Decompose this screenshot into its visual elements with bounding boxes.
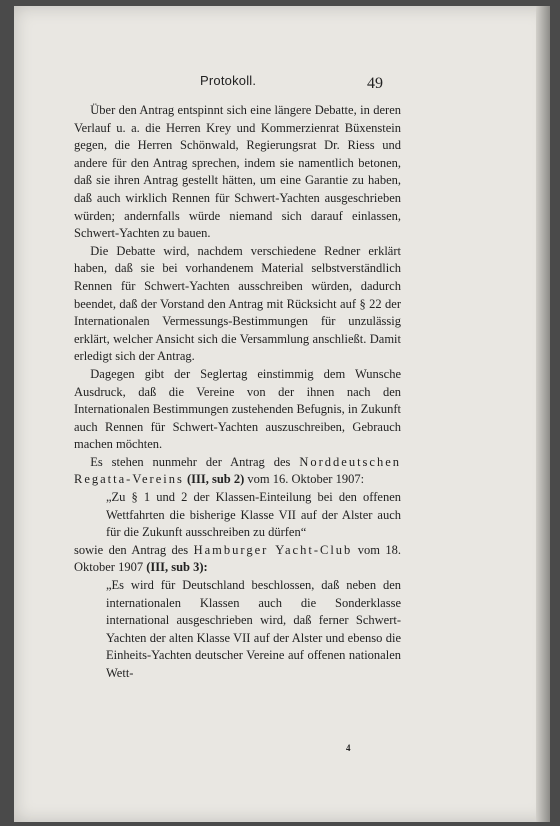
page-edge-shadow bbox=[536, 6, 550, 822]
book-page bbox=[14, 6, 550, 822]
paragraph-next-motion bbox=[74, 454, 401, 489]
body-text bbox=[74, 102, 401, 683]
club-name-nrv: Norddeutschen Regatta-Vereins bbox=[74, 454, 402, 487]
p5-pre: sowie den Antrag des bbox=[74, 542, 189, 557]
club-name-hyc: Hamburger Yacht-Club bbox=[193, 542, 353, 557]
running-head: Protokoll. bbox=[200, 73, 257, 88]
paragraph-wish: Dagegen gibt der Seglertag einstimmig dem Wunsche Ausdruck, daß die Vereine von der ihnen nach den Internationalen Bestimmungen zustehenden Befugnis, in Zukunft auch Rennen für Schwert-Yachten auszuschreiben, Gebrauch machen möchten. bbox=[74, 366, 402, 452]
paragraph-debate: Über den Antrag entspinnt sich eine längere Debatte, in deren Verlauf u. a. die Herren Krey und Kommerzienrat Büxenstein gegen, die Herren Schönwald, Regierungsrat Dr. Riess und andere für den Antrag sprechen, indem sie namentlich betonen, daß sie ihren Antrag gestellt hätten, um eine Garantie zu haben, daß auch wirklich Rennen für Schwert-Yachten ausgeschrieben würden; andernfalls würde niemand sich darauf einlassen, Schwert-Yachten zu bauen. bbox=[74, 103, 401, 241]
page-number: 49 bbox=[367, 75, 383, 92]
paragraph-resolution: Die Debatte wird, nachdem verschiedene Redner erklärt haben, daß sie bei vorhandenem Material selbstverständlich Rennen für Schwert-Yachten ausschreiben würden, dadurch beendet, daß der Vorstand den Antrag mit Rücksicht auf § 22 der Internationalen Vermessungs-Bestimmungen für unzulässig erklärt, welcher Ansicht sich die Versammlung anschließt. Damit erledigt sich der Antrag. bbox=[74, 243, 401, 364]
page-header bbox=[14, 73, 550, 95]
quoted-motion-2: „Es wird für Deutschland beschlossen, daß neben den internationalen Klassen auch die Sonderklasse international ausgeschrieben wird, daß ferner Schwert-Yachten der alten Klasse VII auf der Alster und ebenso die Einheits-Yachten deutscher Vereine auf offenen nationalen Wett- bbox=[106, 578, 401, 680]
p4-pre: Es stehen nunmehr der Antrag des bbox=[90, 454, 291, 469]
reference-iii-3: (III, sub 3): bbox=[146, 560, 208, 575]
p5-mid: vom 18. Oktober 1907 bbox=[74, 542, 401, 575]
p4-post: vom 16. Oktober 1907: bbox=[247, 472, 365, 487]
signature-mark: 4 bbox=[346, 743, 351, 753]
paragraph-second-motion bbox=[74, 542, 401, 577]
reference-iii-2: (III, sub 2) bbox=[186, 472, 245, 487]
quoted-motion-1: „Zu § 1 und 2 der Klassen-Einteilung bei den offenen Wettfahrten die bisherige Klasse VII auf der Alster auch für die Zukunft ausschreiben zu dürfen“ bbox=[106, 490, 401, 540]
